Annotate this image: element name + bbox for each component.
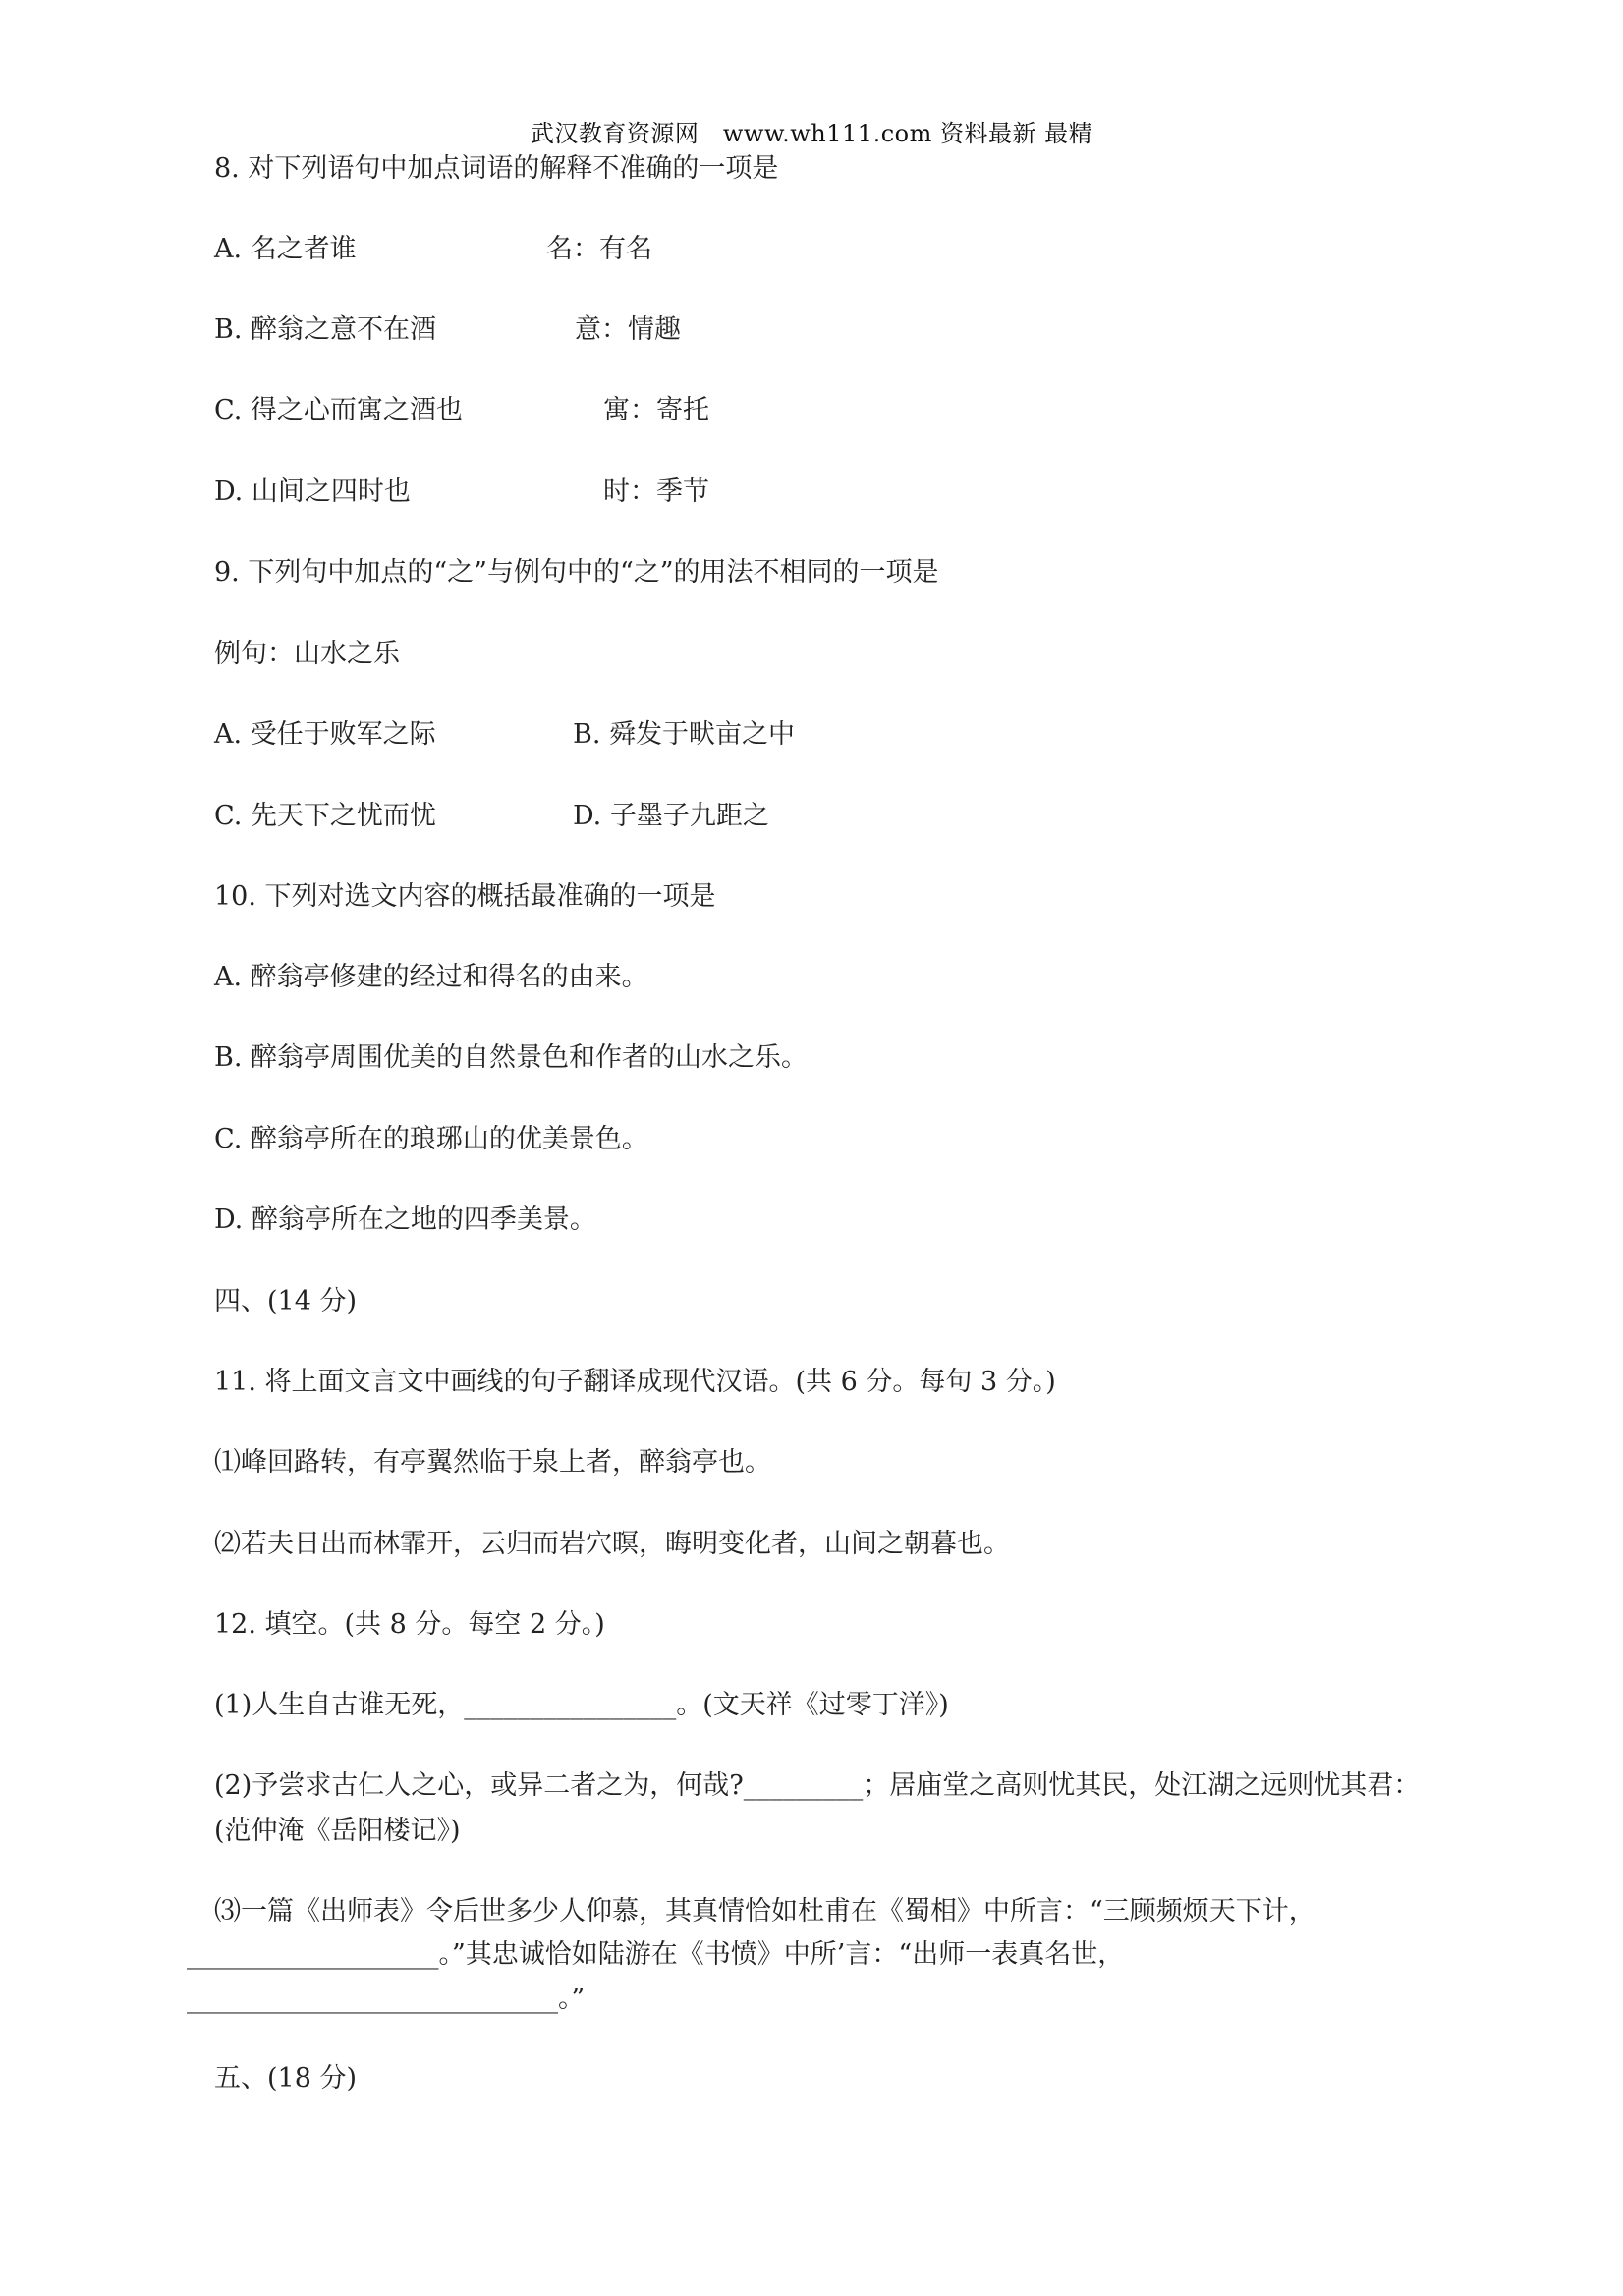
q10-stem: 10. 下列对选文内容的概括最准确的一项是: [214, 881, 716, 912]
q8-option-c: C. 得之心而寓之酒也: [214, 395, 463, 425]
q10-option-d: D. 醉翁亭所在之地的四季美景。: [214, 1204, 596, 1235]
q8-option-a: A. 名之者谁: [214, 234, 357, 264]
q9-option-c: C. 先天下之忧而忧: [214, 801, 436, 831]
q12-blank-3-line-2: ___________________。”其忠诚恰如陆游在《书愤》中所’言：“出师一表真名世，: [187, 1939, 1125, 1970]
q8-option-d: D. 山间之四时也: [214, 476, 411, 507]
page-header: 武汉教育资源网 www.wh111.com 资料最新 最精: [530, 120, 1093, 147]
q12-blank-2: (2)予尝求古仁人之心，或异二者之为，何哉?_________；居庙堂之高则忧其民，处江湖之远则忧其君：: [214, 1770, 1421, 1801]
q10-option-b: B. 醉翁亭周围优美的自然景色和作者的山水之乐。: [214, 1042, 809, 1073]
q9-option-d: D. 子墨子九距之: [573, 801, 769, 831]
section-4-heading: 四、(14 分): [214, 1286, 358, 1316]
q11-sentence-2: ⑵若夫日出而林霏开，云归而岩穴暝，晦明变化者，山间之朝暮也。: [214, 1529, 1010, 1559]
q8-option-b: B. 醉翁之意不在酒: [214, 314, 437, 345]
q12-stem: 12. 填空。(共 8 分。每空 2 分。): [214, 1609, 605, 1640]
q9-stem: 9. 下列句中加点的“之”与例句中的“之”的用法不相同的一项是: [214, 557, 939, 588]
q8-option-b-gloss: 意：情趣: [575, 314, 681, 345]
q8-option-a-gloss: 名：有名: [546, 234, 652, 264]
q12-blank-2-source: (范仲淹《岳阳楼记》): [214, 1816, 461, 1846]
q8-stem: 8. 对下列语句中加点词语的解释不准确的一项是: [214, 153, 779, 184]
section-5-heading: 五、(18 分): [214, 2063, 358, 2094]
q12-blank-3-intro: ⑶一篇《出师表》令后世多少人仰慕，其真情恰如杜甫在《蜀相》中所言：“三顾频烦天下计，: [214, 1896, 1315, 1927]
q10-option-c: C. 醉翁亭所在的琅琊山的优美景色。: [214, 1124, 648, 1154]
q12-blank-3-line-3: ____________________________。”: [187, 1984, 586, 2014]
q9-example: 例句：山水之乐: [214, 639, 400, 669]
q11-stem: 11. 将上面文言文中画线的句子翻译成现代汉语。(共 6 分。每句 3 分。): [214, 1367, 1056, 1397]
q9-option-b: B. 舜发于畎亩之中: [573, 719, 796, 750]
q8-option-c-gloss: 寓：寄托: [603, 395, 709, 425]
q11-sentence-1: ⑴峰回路转，有亭翼然临于泉上者，醉翁亭也。: [214, 1447, 771, 1478]
q8-option-d-gloss: 时：季节: [603, 476, 709, 507]
q9-option-a: A. 受任于败军之际: [214, 719, 436, 750]
q12-blank-1: (1)人生自古谁无死，________________。(文天祥《过零丁洋》): [214, 1690, 949, 1720]
q10-option-a: A. 醉翁亭修建的经过和得名的由来。: [214, 962, 648, 992]
